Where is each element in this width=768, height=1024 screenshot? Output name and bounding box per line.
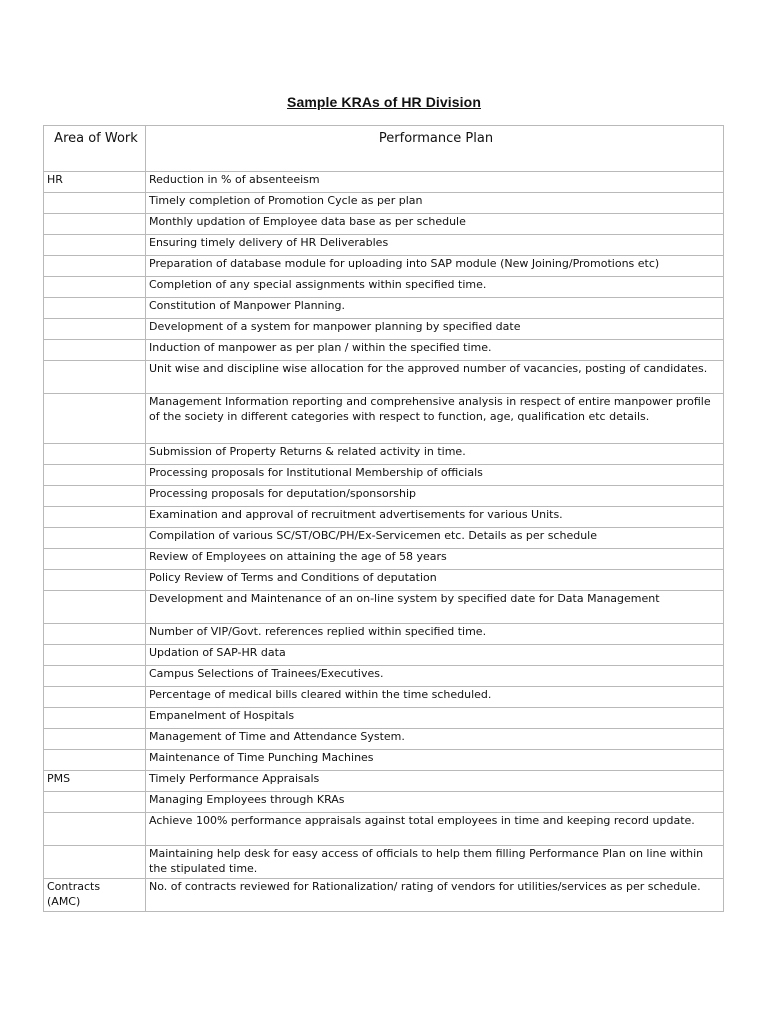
performance-plan-cell: Preparation of database module for uploading into SAP module (New Joining/Promotions etc) [146, 256, 724, 277]
area-of-work-cell [44, 729, 146, 750]
table-row [44, 465, 724, 486]
table-row [44, 319, 724, 340]
table-row [44, 235, 724, 256]
performance-plan-cell: Maintaining help desk for easy access of officials to help them filling Performance Plan on line within the stipulated time. [146, 846, 724, 879]
table-row [44, 846, 724, 879]
performance-plan-cell: Unit wise and discipline wise allocation for the approved number of vacancies, posting of candidates. [146, 361, 724, 394]
performance-plan-cell: Management Information reporting and comprehensive analysis in respect of entire manpower profile of the society in different categories with respect to function, age, qualification etc details. [146, 394, 724, 444]
area-of-work-cell [44, 708, 146, 729]
area-of-work-cell: Contracts (AMC) [44, 879, 146, 912]
table-row [44, 591, 724, 624]
area-of-work-cell [44, 528, 146, 549]
area-of-work-cell [44, 394, 146, 444]
table-row [44, 172, 724, 193]
area-of-work-cell [44, 235, 146, 256]
area-of-work-cell [44, 486, 146, 507]
area-of-work-cell [44, 193, 146, 214]
kra-table-body [44, 172, 724, 912]
area-of-work-cell [44, 361, 146, 394]
table-row [44, 444, 724, 465]
performance-plan-cell: Achieve 100% performance appraisals against total employees in time and keeping record update. [146, 813, 724, 846]
performance-plan-cell: Monthly updation of Employee data base as per schedule [146, 214, 724, 235]
table-row [44, 361, 724, 394]
performance-plan-cell: Timely completion of Promotion Cycle as per plan [146, 193, 724, 214]
table-row [44, 624, 724, 645]
performance-plan-cell: Induction of manpower as per plan / within the specified time. [146, 340, 724, 361]
table-row [44, 193, 724, 214]
table-row [44, 570, 724, 591]
table-row [44, 879, 724, 912]
performance-plan-cell: Completion of any special assignments within specified time. [146, 277, 724, 298]
area-of-work-cell [44, 549, 146, 570]
area-of-work-cell [44, 591, 146, 624]
area-of-work-cell [44, 645, 146, 666]
performance-plan-cell: Number of VIP/Govt. references replied within specified time. [146, 624, 724, 645]
area-of-work-cell: PMS [44, 771, 146, 792]
table-row [44, 549, 724, 570]
table-row [44, 645, 724, 666]
performance-plan-cell: Processing proposals for Institutional Membership of officials [146, 465, 724, 486]
area-of-work-cell: HR [44, 172, 146, 193]
area-of-work-cell [44, 277, 146, 298]
table-row [44, 792, 724, 813]
area-of-work-cell [44, 340, 146, 361]
performance-plan-cell: Timely Performance Appraisals [146, 771, 724, 792]
performance-plan-cell: Review of Employees on attaining the age of 58 years [146, 549, 724, 570]
document-title: Sample KRAs of HR Division [287, 94, 481, 110]
area-of-work-cell [44, 570, 146, 591]
table-row [44, 298, 724, 319]
performance-plan-cell: No. of contracts reviewed for Rationalization/ rating of vendors for utilities/services as per schedule. [146, 879, 724, 912]
performance-plan-cell: Development of a system for manpower planning by specified date [146, 319, 724, 340]
table-row [44, 708, 724, 729]
table-row [44, 214, 724, 235]
performance-plan-cell: Processing proposals for deputation/sponsorship [146, 486, 724, 507]
area-of-work-cell [44, 298, 146, 319]
area-of-work-cell [44, 444, 146, 465]
table-row [44, 277, 724, 298]
table-row [44, 729, 724, 750]
area-of-work-cell [44, 792, 146, 813]
performance-plan-cell: Compilation of various SC/ST/OBC/PH/Ex-Servicemen etc. Details as per schedule [146, 528, 724, 549]
table-row [44, 256, 724, 277]
area-of-work-cell [44, 465, 146, 486]
performance-plan-cell: Managing Employees through KRAs [146, 792, 724, 813]
performance-plan-header: Performance Plan [146, 126, 724, 172]
performance-plan-cell: Empanelment of Hospitals [146, 708, 724, 729]
performance-plan-cell: Ensuring timely delivery of HR Deliverables [146, 235, 724, 256]
area-of-work-cell [44, 687, 146, 708]
table-row [44, 666, 724, 687]
performance-plan-cell: Campus Selections of Trainees/Executives. [146, 666, 724, 687]
area-of-work-cell [44, 750, 146, 771]
performance-plan-cell: Updation of SAP-HR data [146, 645, 724, 666]
table-row [44, 771, 724, 792]
kra-table [43, 125, 724, 912]
area-of-work-cell [44, 813, 146, 846]
table-row [44, 486, 724, 507]
table-row [44, 528, 724, 549]
area-of-work-header: Area of Work [44, 126, 146, 172]
performance-plan-cell: Percentage of medical bills cleared within the time scheduled. [146, 687, 724, 708]
table-row [44, 507, 724, 528]
table-header-row [44, 126, 724, 172]
area-of-work-cell [44, 256, 146, 277]
area-of-work-cell [44, 666, 146, 687]
performance-plan-cell: Development and Maintenance of an on-line system by specified date for Data Management [146, 591, 724, 624]
area-of-work-cell [44, 507, 146, 528]
area-of-work-cell [44, 846, 146, 879]
performance-plan-cell: Reduction in % of absenteeism [146, 172, 724, 193]
table-row [44, 340, 724, 361]
area-of-work-cell [44, 319, 146, 340]
table-row [44, 394, 724, 444]
performance-plan-cell: Submission of Property Returns & related activity in time. [146, 444, 724, 465]
performance-plan-cell: Constitution of Manpower Planning. [146, 298, 724, 319]
performance-plan-cell: Policy Review of Terms and Conditions of deputation [146, 570, 724, 591]
performance-plan-cell: Maintenance of Time Punching Machines [146, 750, 724, 771]
table-row [44, 687, 724, 708]
area-of-work-cell [44, 624, 146, 645]
performance-plan-cell: Examination and approval of recruitment advertisements for various Units. [146, 507, 724, 528]
table-row [44, 750, 724, 771]
table-row [44, 813, 724, 846]
area-of-work-cell [44, 214, 146, 235]
performance-plan-cell: Management of Time and Attendance System. [146, 729, 724, 750]
